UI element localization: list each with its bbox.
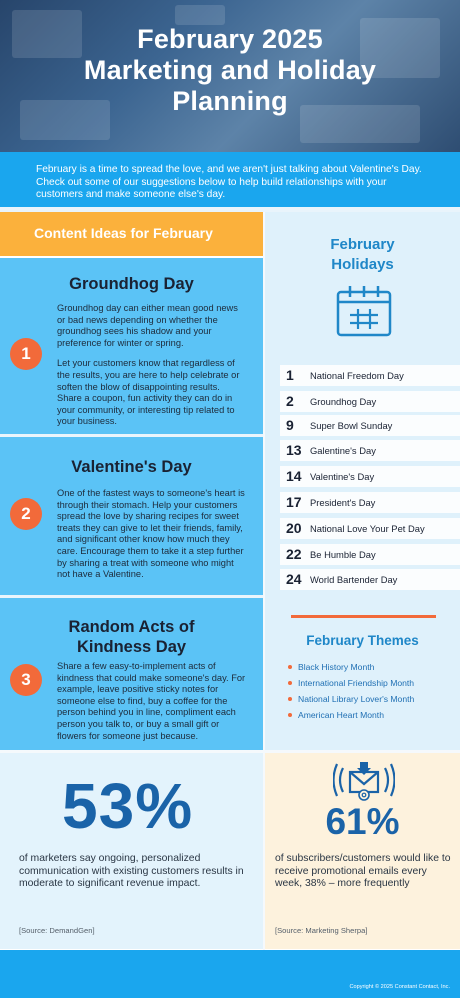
holiday-name: Galentine's Day: [310, 445, 376, 456]
holiday-row: [280, 569, 460, 590]
idea-random-acts-of-kindness: [0, 598, 263, 750]
calendar-icon: [336, 285, 392, 337]
idea-title: Groundhog Day: [69, 275, 194, 293]
holiday-name: Super Bowl Sunday: [310, 420, 393, 431]
idea-title-line: Random Acts of: [68, 618, 195, 636]
holidays-title: [265, 235, 460, 275]
holiday-row: [280, 518, 460, 539]
holiday-day: 20: [286, 520, 302, 536]
title-line: Marketing and Holiday: [83, 55, 377, 85]
stat-source: [Source: DemandGen]: [19, 926, 95, 935]
holiday-name: Valentine's Day: [310, 471, 375, 482]
stat-value: 61%: [325, 801, 400, 842]
idea-body: [57, 303, 247, 437]
idea-title: Valentine's Day: [71, 458, 192, 476]
bullet-icon: [288, 665, 292, 669]
holiday-name: National Freedom Day: [310, 370, 404, 381]
holiday-row: [280, 544, 460, 565]
themes-title: February Themes: [306, 633, 419, 648]
idea-paragraph: One of the fastest ways to someone's heart is through their stomach. Help your customers spread the love by sharing recipes for sweet treats they can give to let their friends, family, and significant other know how much they care. Encourage them to take it a step further by sharing a treat with someone who might not have a Valentine.: [57, 488, 245, 580]
intro-text: February is a time to spread the love, and we aren't just talking about Valentine's Day. Check out some of our suggestions below to help build relationships with your customers and make someone else's day.: [36, 164, 422, 200]
holiday-row: [280, 365, 460, 386]
theme-item: [298, 710, 384, 720]
stat-source: [Source: Marketing Sherpa]: [275, 926, 368, 935]
holiday-row: [280, 415, 460, 436]
idea-title-line: Kindness Day: [76, 638, 187, 656]
hero-banner: [0, 0, 460, 152]
idea-paragraph: Share a few easy-to-implement acts of kindness that could make someone's day. For example, leave positive sticky notes for someone else to find, buy a coffee for the person behind you in line, compliment each person you talk to, or buy a small gift or flowers for someone just because.: [57, 661, 246, 741]
holiday-row: [280, 440, 460, 461]
content-ideas-header: [0, 212, 263, 256]
stat-description: of subscribers/customers would like to receive promotional emails every week, 38% – more frequently: [275, 853, 451, 890]
holiday-day: 14: [286, 468, 302, 484]
holiday-row: [280, 492, 460, 513]
holiday-name: Be Humble Day: [310, 549, 376, 560]
bullet-icon: [288, 681, 292, 685]
content-ideas-heading: Content Ideas for February: [34, 225, 213, 241]
intro-banner: [0, 152, 460, 207]
holiday-day: 17: [286, 494, 302, 510]
idea-paragraph: Let your customers know that regardless of the results, you are here to help celebrate or soften the blow of disappointing results. Share a coupon, fun activity they can do in your community, or interesting tip related to your business.: [57, 358, 240, 427]
holiday-day: 13: [286, 442, 302, 458]
idea-valentines-day: [0, 437, 263, 595]
holiday-day: 1: [286, 367, 294, 383]
holiday-row: [280, 391, 460, 412]
bullet-icon: [288, 697, 292, 701]
theme-label: Black History Month: [298, 662, 375, 672]
holidays-title-line: February: [330, 236, 395, 253]
bullet-icon: [288, 713, 292, 717]
holiday-name: President's Day: [310, 497, 376, 508]
holiday-day: 22: [286, 546, 302, 562]
title-line: February 2025: [137, 24, 323, 54]
idea-body: [57, 661, 247, 751]
email-icon: [333, 760, 395, 802]
idea-number-badge: 1: [10, 338, 42, 370]
theme-item: [298, 678, 414, 688]
stat-value: 53%: [62, 770, 194, 842]
themes-divider: [291, 615, 436, 618]
stat-description: of marketers say ongoing, personalized communication with existing customers results in moderate to significant revenue impact.: [19, 853, 244, 890]
theme-item: [298, 662, 374, 672]
holiday-day: 2: [286, 393, 294, 409]
idea-paragraph: Groundhog day can either mean good news or bad news depending on whether the groundhog sees his shadow and your preference for winter or spring.: [57, 303, 238, 348]
holidays-title-line: Holidays: [331, 256, 394, 273]
theme-label: American Heart Month: [298, 710, 384, 720]
holiday-name: Groundhog Day: [310, 396, 377, 407]
theme-item: [298, 694, 414, 704]
holiday-row: [280, 466, 460, 487]
idea-number-badge: 3: [10, 664, 42, 696]
idea-body: [57, 488, 247, 590]
footer: [0, 950, 460, 998]
hero-photo-shape: [175, 5, 225, 25]
theme-label: National Library Lover's Month: [298, 694, 415, 704]
holiday-day: 9: [286, 417, 294, 433]
title-line: Planning: [172, 86, 288, 116]
page-title: [0, 24, 460, 117]
theme-label: International Friendship Month: [298, 678, 415, 688]
holiday-day: 24: [286, 571, 302, 587]
holiday-name: National Love Your Pet Day: [310, 523, 425, 534]
idea-number-badge: 2: [10, 498, 42, 530]
copyright-text: Copyright © 2025 Constant Contact, Inc.: [349, 984, 450, 990]
idea-title: [0, 617, 263, 657]
idea-groundhog-day: [0, 258, 263, 434]
holiday-name: World Bartender Day: [310, 574, 398, 585]
